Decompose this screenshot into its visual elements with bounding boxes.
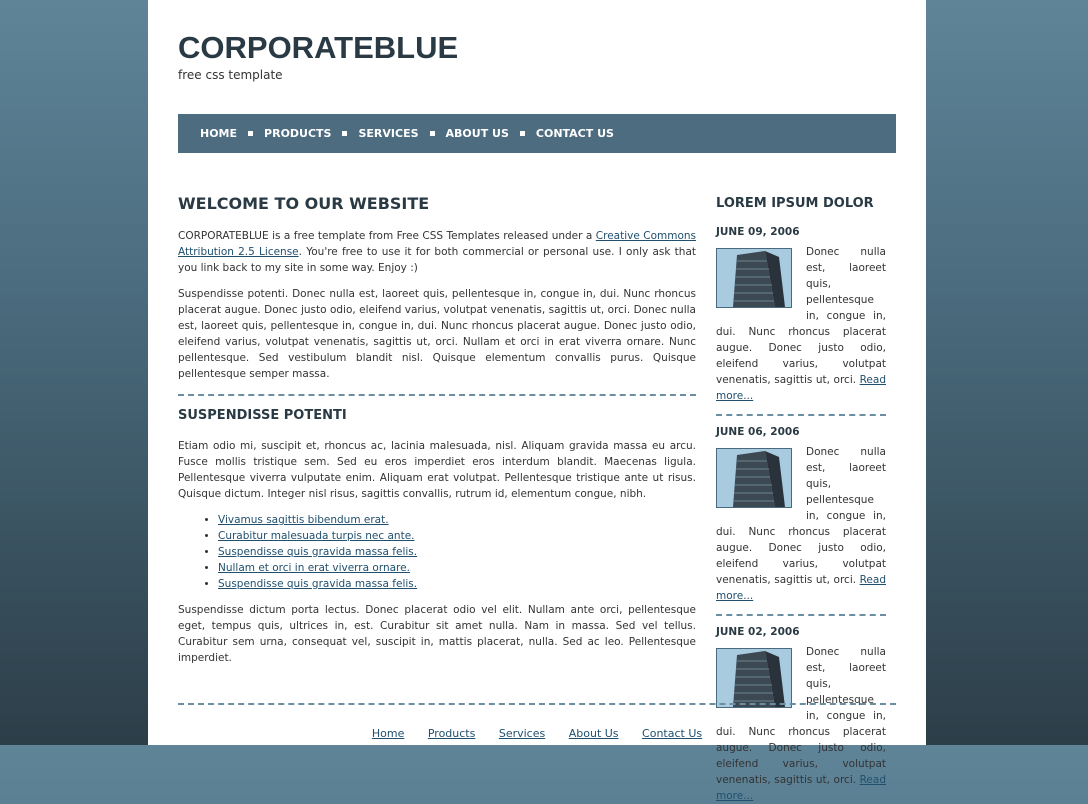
logo — [178, 30, 458, 82]
menu-separator — [248, 131, 253, 136]
menu-item-about-us[interactable]: ABOUT US — [445, 127, 509, 140]
post-body: Donec nulla est, laoreet quis, pellentesque in, congue in, dui. Nunc rhoncus placerat augue. Donec justo odio, eleifend varius, volutpat venenatis, sagittis ut, orci. — [716, 246, 886, 386]
sidebar — [716, 196, 886, 804]
list-link[interactable]: Suspendisse quis gravida massa felis. — [218, 578, 418, 590]
page-wrapper — [148, 0, 926, 802]
post-body: Donec nulla est, laoreet quis, pellentesque in, congue in, dui. Nunc rhoncus placerat augue. Donec justo odio, eleifend varius, volutpat venenatis, sagittis ut, orci. — [716, 646, 886, 786]
intro-paragraph — [178, 228, 696, 276]
menu-item-contact-us[interactable]: CONTACT US — [535, 127, 614, 140]
body-paragraph: Suspendisse dictum porta lectus. Donec placerat odio vel elit. Nullam ante orci, pellentesque eget, tempus quis, ultrices in, est. Curabitur sit amet nulla. Nam in massa. Sed vel tellus. Curabitur sem urna, consequat vel, suscipit in, mattis placerat, nulla. Sed ac leo. Pellentesque imperdiet. — [178, 604, 696, 664]
section-heading: SUSPENDISSE POTENTI — [178, 408, 347, 423]
site-tagline: free css template — [178, 68, 283, 82]
menu-separator — [342, 131, 347, 136]
building-thumbnail[interactable] — [716, 248, 792, 308]
footer — [148, 727, 926, 740]
read-more-link[interactable]: Read more... — [716, 574, 886, 602]
footer-link-contact-us[interactable]: Contact Us — [642, 727, 703, 740]
intro-text-end: . You're free to use it for both commercial or personal use. I only ask that you link back to my site in some way. Enjoy :) — [178, 246, 697, 274]
list-item — [218, 576, 696, 592]
divider — [178, 394, 696, 396]
news-post — [716, 624, 886, 804]
post-body: Donec nulla est, laoreet quis, pellentesque in, congue in, dui. Nunc rhoncus placerat augue. Donec justo odio, eleifend varius, volutpat venenatis, sagittis ut, orci. — [716, 446, 886, 586]
list-link[interactable]: Vivamus sagittis bibendum erat. — [218, 514, 389, 526]
list-item — [218, 544, 696, 560]
intro-text: CORPORATEBLUE is a free template from Free CSS Templates released under a — [178, 230, 596, 242]
footer-link-home[interactable]: Home — [371, 727, 405, 740]
menu-item-home[interactable]: HOME — [200, 127, 238, 140]
building-thumbnail[interactable] — [716, 448, 792, 508]
list-item — [218, 560, 696, 576]
main-menu — [178, 114, 896, 153]
read-more-link[interactable]: Read more... — [716, 774, 886, 802]
list-link[interactable]: Suspendisse quis gravida massa felis. — [218, 546, 418, 558]
news-post — [716, 424, 886, 604]
license-link[interactable]: Creative Commons Attribution 2.5 License — [178, 230, 697, 258]
divider — [716, 414, 886, 416]
menu-separator — [430, 131, 435, 136]
body-paragraph: Suspendisse potenti. Donec nulla est, laoreet quis, pellentesque in, congue in, dui. Nunc rhoncus placerat augue. Donec justo odio, eleifend varius, volutpat venenatis, sagittis ut, orci. Donec nulla est, laoreet quis, pellentesque in, congue in, dui. Nunc rhoncus placerat augue. Donec justo odio, eleifend varius, volutpat venenatis, sagittis ut, orci. Nullam et orci in erat viverra ornare. Nunc pellentesque. Sed vestibulum blandit nisl. Quisque elementum convallis purus. Quisque pellentesque semper massa. — [178, 288, 696, 380]
welcome-heading: WELCOME TO OUR WEBSITE — [178, 194, 430, 213]
main-content — [178, 196, 696, 676]
list-item — [218, 528, 696, 544]
building-thumbnail[interactable] — [716, 648, 792, 708]
footer-divider — [178, 703, 896, 705]
link-list — [178, 512, 696, 592]
list-item — [218, 512, 696, 528]
body-paragraph: Etiam odio mi, suscipit et, rhoncus ac, lacinia malesuada, nisl. Aliquam gravida massa eu arcu. Fusce mollis tristique sem. Sed eu eros imperdiet eros interdum blandit. Maecenas ligula. Pellentesque viverra vulputate enim. Aliquam erat volutpat. Pellentesque tristique ante ut risus. Quisque dictum. Integer nisl risus, sagittis convallis, rutrum id, elementum congue, nibh. — [178, 440, 696, 500]
list-link[interactable]: Nullam et orci in erat viverra ornare. — [218, 562, 410, 574]
divider — [716, 614, 886, 616]
post-date: JUNE 06, 2006 — [716, 426, 800, 438]
menu-item-services[interactable]: SERVICES — [358, 127, 419, 140]
list-link[interactable]: Curabitur malesuada turpis nec ante. — [218, 530, 415, 542]
footer-link-about-us[interactable]: About Us — [568, 727, 619, 740]
read-more-link[interactable]: Read more... — [716, 374, 886, 402]
menu-separator — [520, 131, 525, 136]
site-title[interactable]: CORPORATEBLUE — [178, 30, 459, 65]
footer-link-services[interactable]: Services — [498, 727, 546, 740]
menu-item-products[interactable]: PRODUCTS — [264, 127, 332, 140]
sidebar-heading: LOREM IPSUM DOLOR — [716, 196, 874, 211]
post-date: JUNE 02, 2006 — [716, 626, 800, 638]
post-date: JUNE 09, 2006 — [716, 226, 800, 238]
footer-link-products[interactable]: Products — [427, 727, 476, 740]
news-post — [716, 224, 886, 404]
